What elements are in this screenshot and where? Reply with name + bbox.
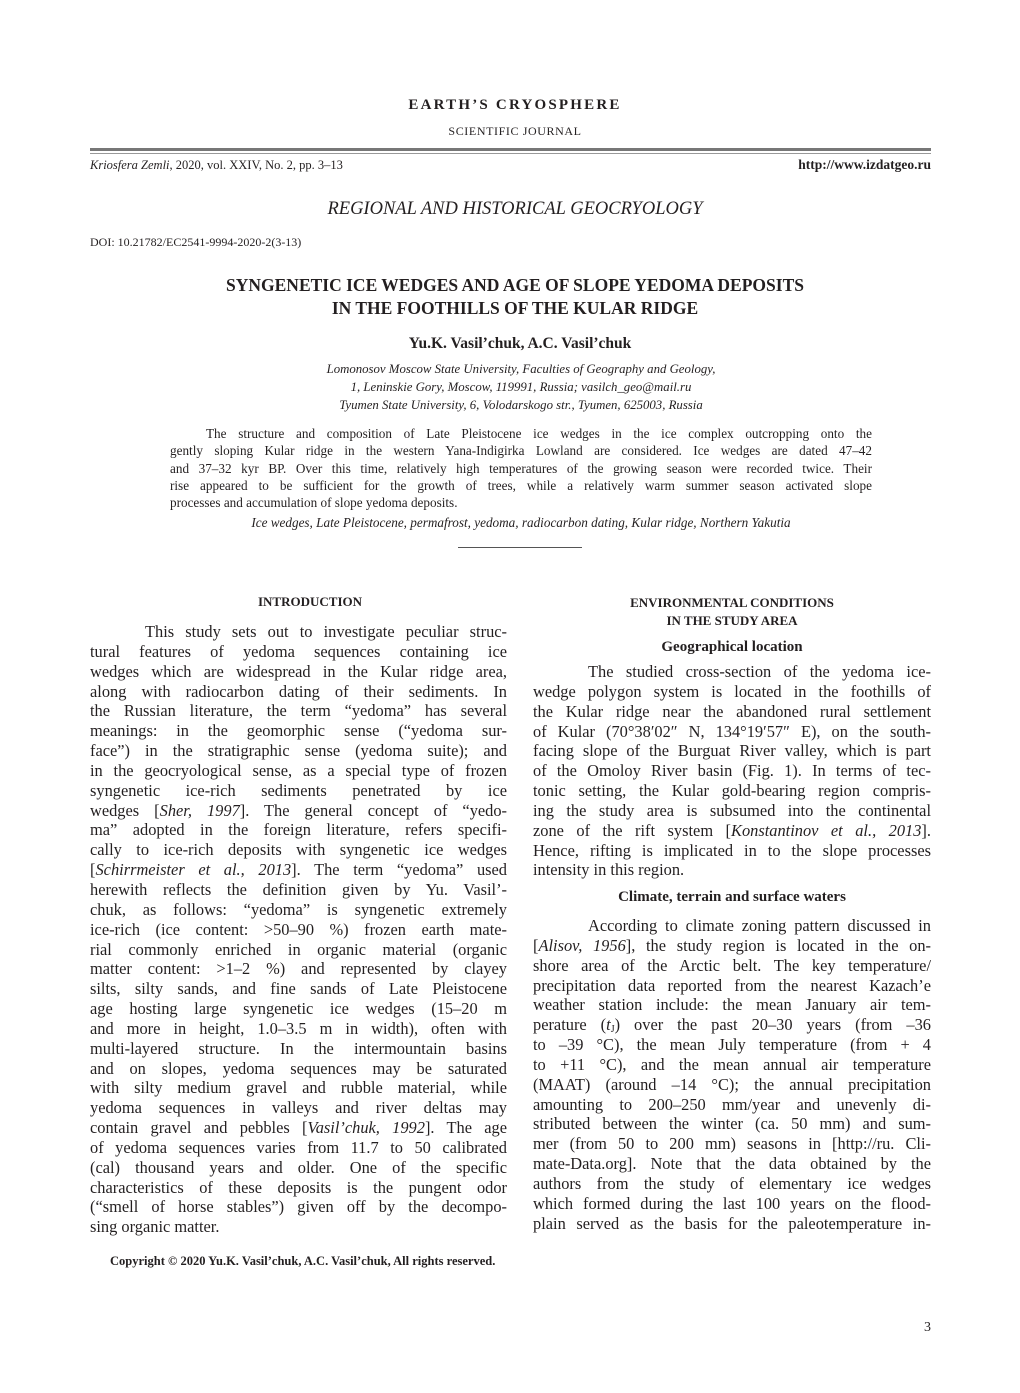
text-line: and on slopes, yedoma sequences may be saturated	[90, 1058, 507, 1078]
text-line: which formed during the last 100 years on the flood-	[533, 1193, 931, 1213]
text-line: rial commonly enriched in organic material (organic	[90, 939, 507, 959]
text-line: multi-layered structure. In the intermountain basins	[90, 1038, 507, 1058]
section-heading: REGIONAL AND HISTORICAL GEOCRYOLOGY	[327, 199, 703, 219]
env-heading-line: ENVIRONMENTAL CONDITIONS	[630, 595, 834, 610]
intro-body	[90, 622, 507, 1237]
text-line: syngenetic ice-rich sediments penetrated by ice	[90, 780, 507, 800]
citation	[90, 158, 343, 173]
text-line: the Russian literature, the term “yedoma” has several	[90, 701, 507, 721]
text-line: and more in height, 1.0–3.5 m in width), often with	[90, 1018, 507, 1038]
text-line	[533, 821, 931, 841]
intro-heading: INTRODUCTION	[257, 594, 362, 609]
text-segment: ], the study region is located in the on-	[625, 935, 931, 955]
climate-subheading: Climate, terrain and surface waters	[618, 889, 846, 905]
text-segment: contain gravel and pebbles [	[90, 1118, 308, 1138]
text-line: shore area of the Arctic belt. The key temperature/	[533, 955, 931, 975]
text-line: the Kular ridge near the abandoned rural settlement	[533, 701, 931, 721]
text-line: herewith reflects the definition given by Yu. Vasil’-	[90, 879, 507, 899]
abstract-line: and 37–32 kyr BP. Over this time, relatively high temperatures of the growing season were recorded twice. Their	[170, 460, 872, 476]
keywords: Ice wedges, Late Pleistocene, permafrost, yedoma, radiocarbon dating, Kular ridge, Northern Yakutia	[251, 515, 791, 530]
citation-text: t	[606, 1015, 611, 1035]
journal-name: EARTH’S CRYOSPHERE	[408, 97, 622, 113]
citation-details: , 2020, vol. XXIV, No. 2, pp. 3–13	[169, 158, 343, 172]
env-heading	[533, 594, 931, 630]
affiliation: Lomonosov Moscow State University, Faculties of Geography and Geology,	[326, 362, 716, 376]
text-line: ma” adopted in the foreign literature, refers specifi-	[90, 820, 507, 840]
header-rule	[90, 148, 931, 151]
text-line: silts, silty sands, and fine sands of Late Pleistocene	[90, 979, 507, 999]
text-segment: ].	[921, 820, 931, 840]
text-line: The studied cross-section of the yedoma ice-	[588, 662, 931, 681]
abstract-line: gently sloping Kular ridge in the western Yana-Indigirka Lowland are considered. Ice wedges are dated 47–42	[170, 443, 872, 459]
text-line: tural features of yedoma sequences containing ice	[90, 641, 507, 661]
citation-text: Schirrmeister et al., 2013	[95, 860, 292, 880]
text-line: in the geocryological sense, as a special type of frozen	[90, 760, 507, 780]
journal-url[interactable]: http://www.izdatgeo.ru	[798, 157, 931, 172]
text-line: mer (from 50 to 200 mm) seasons in [http://ru. Cli-	[533, 1134, 931, 1154]
text-line: characteristics of these deposits is the pungent odor	[90, 1177, 507, 1197]
text-line	[533, 936, 931, 956]
text-line: amounting to 200–250 mm/year and unevenly di-	[533, 1094, 931, 1114]
journal-subtitle: SCIENTIFIC JOURNAL	[448, 124, 582, 138]
text-line: face”) in the stratigraphic sense (yedoma suite); and	[90, 741, 507, 761]
affiliation: 1, Leninskie Gory, Moscow, 119991, Russia; vasilch_geo@mail.ru	[350, 380, 692, 394]
text-segment: ]. The term “yedoma” used	[291, 860, 507, 880]
env-heading-line: IN THE STUDY AREA	[666, 613, 798, 628]
text-line	[533, 1015, 931, 1035]
text-line: stributed between the winter (ca. 50 mm) and sum-	[533, 1114, 931, 1134]
citation-text: Sher, 1997	[159, 800, 240, 820]
text-line: tonic setting, the Kular gold-bearing region compris-	[533, 781, 931, 801]
text-line: age hosting large syngenetic ice wedges (15–20 m	[90, 999, 507, 1019]
climate-body	[533, 916, 931, 1234]
affiliation: Tyumen State University, 6, Volodarskogo str., Tyumen, 625003, Russia	[339, 398, 703, 412]
text-line: cally to ice-rich deposits with syngenetic ice wedges	[90, 840, 507, 860]
text-line: mate-Data.org]. Note that the data obtained by the	[533, 1154, 931, 1174]
text-line: (cal) thousand years and older. One of the specific	[90, 1157, 507, 1177]
text-line: ice-rich (ice content: >50–90 %) frozen earth mate-	[90, 919, 507, 939]
text-segment: ) over the past 20–30 years (from –36	[614, 1015, 931, 1035]
title-line: IN THE FOOTHILLS OF THE KULAR RIDGE	[331, 298, 699, 318]
header-rule-thin	[90, 153, 931, 154]
citation-text: Alisov, 1956	[538, 935, 626, 955]
copyright: Copyright © 2020 Yu.K. Vasil’chuk, A.C. Vasil’chuk, All rights reserved.	[110, 1254, 496, 1268]
text-line: plain served as the basis for the paleotemperature in-	[533, 1213, 931, 1233]
citation-text: Vasil’chuk, 1992	[307, 1118, 425, 1138]
text-line: authors from the study of elementary ice wedges	[533, 1173, 931, 1193]
text-line: to +11 °C), and the mean annual air temperature	[533, 1054, 931, 1074]
text-line: (MAAT) (around –14 °C); the annual precipitation	[533, 1074, 931, 1094]
text-line: Hence, rifting is implicated in to the slope processes	[533, 840, 931, 860]
text-line: precipitation data reported from the nearest Kazach’e	[533, 975, 931, 995]
text-line: sing organic matter.	[90, 1217, 220, 1237]
text-line: wedge polygon system is located in the foothills of	[533, 681, 931, 701]
authors: Yu.K. Vasil’chuk, A.C. Vasil’chuk	[408, 335, 632, 352]
text-segment: ]. The age	[424, 1118, 507, 1138]
text-line: of yedoma sequences varies from 11.7 to 50 calibrated	[90, 1137, 507, 1157]
text-line: yedoma sequences in valleys and river deltas may	[90, 1098, 507, 1118]
text-line: facing slope of the Burguat River valley, which is part	[533, 741, 931, 761]
abstract-line: The structure and composition of Late Pleistocene ice wedges in the ice complex outcropping onto the	[206, 426, 872, 441]
geo-body	[533, 662, 931, 880]
text-line: of Kular (70°38′02″ N, 134°19′57″ E), on the south-	[533, 721, 931, 741]
page-number: 3	[924, 1320, 931, 1335]
text-line: (“smell of horse stables”) given off by the decompo-	[90, 1197, 507, 1217]
doi: DOI: 10.21782/EC2541-9994-2020-2(3-13)	[90, 235, 302, 249]
text-segment: ]. The general concept of “yedo-	[239, 800, 508, 820]
text-segment: [	[90, 860, 96, 880]
text-line	[90, 1118, 507, 1138]
title-line: SYNGENETIC ICE WEDGES AND AGE OF SLOPE YEDOMA DEPOSITS	[226, 275, 804, 295]
text-line: with silty medium gravel and rubble material, while	[90, 1078, 507, 1098]
abstract-line: processes and accumulation of slope yedoma deposits.	[170, 495, 458, 511]
text-line: This study sets out to investigate peculiar struc-	[145, 622, 507, 641]
text-line: According to climate zoning pattern discussed in	[588, 916, 931, 935]
text-line: to –39 °C), the mean July temperature (from + 4	[533, 1035, 931, 1055]
text-segment: [	[533, 935, 539, 955]
text-segment: J	[610, 1024, 615, 1036]
text-line: of the Omoloy River basin (Fig. 1). In terms of tec-	[533, 761, 931, 781]
text-segment: zone of the rift system [	[533, 820, 732, 840]
text-line: weather station include: the mean January air tem-	[533, 995, 931, 1015]
text-line	[90, 801, 507, 821]
text-segment: perature (	[533, 1015, 607, 1035]
text-line: wedges which are widespread in the Kular ridge area,	[90, 661, 507, 681]
geo-subheading: Geographical location	[661, 639, 803, 655]
paper-title	[0, 274, 1020, 320]
text-line: meanings: in the geomorphic sense (“yedoma sur-	[90, 721, 507, 741]
abstract	[170, 425, 872, 511]
text-line: ing the study area is subsumed into the continental	[533, 800, 931, 820]
abstract-line: rise appeared to be sufficient for the growth of trees, while a relatively warm summer season activated slope	[170, 477, 872, 493]
text-line: intensity in this region.	[533, 860, 685, 880]
text-line: along with radiocarbon dating of their sediments. In	[90, 681, 507, 701]
text-segment: wedges [	[90, 800, 160, 820]
citation-text: Konstantinov et al., 2013	[731, 820, 922, 840]
text-line	[90, 860, 507, 880]
citation-journal: Kriosfera Zemli	[90, 158, 170, 172]
text-line: matter content: >1–2 %) and represented by clayey	[90, 959, 507, 979]
divider	[458, 547, 582, 548]
text-line: chuk, as follows: “yedoma” is syngenetic extremely	[90, 899, 507, 919]
